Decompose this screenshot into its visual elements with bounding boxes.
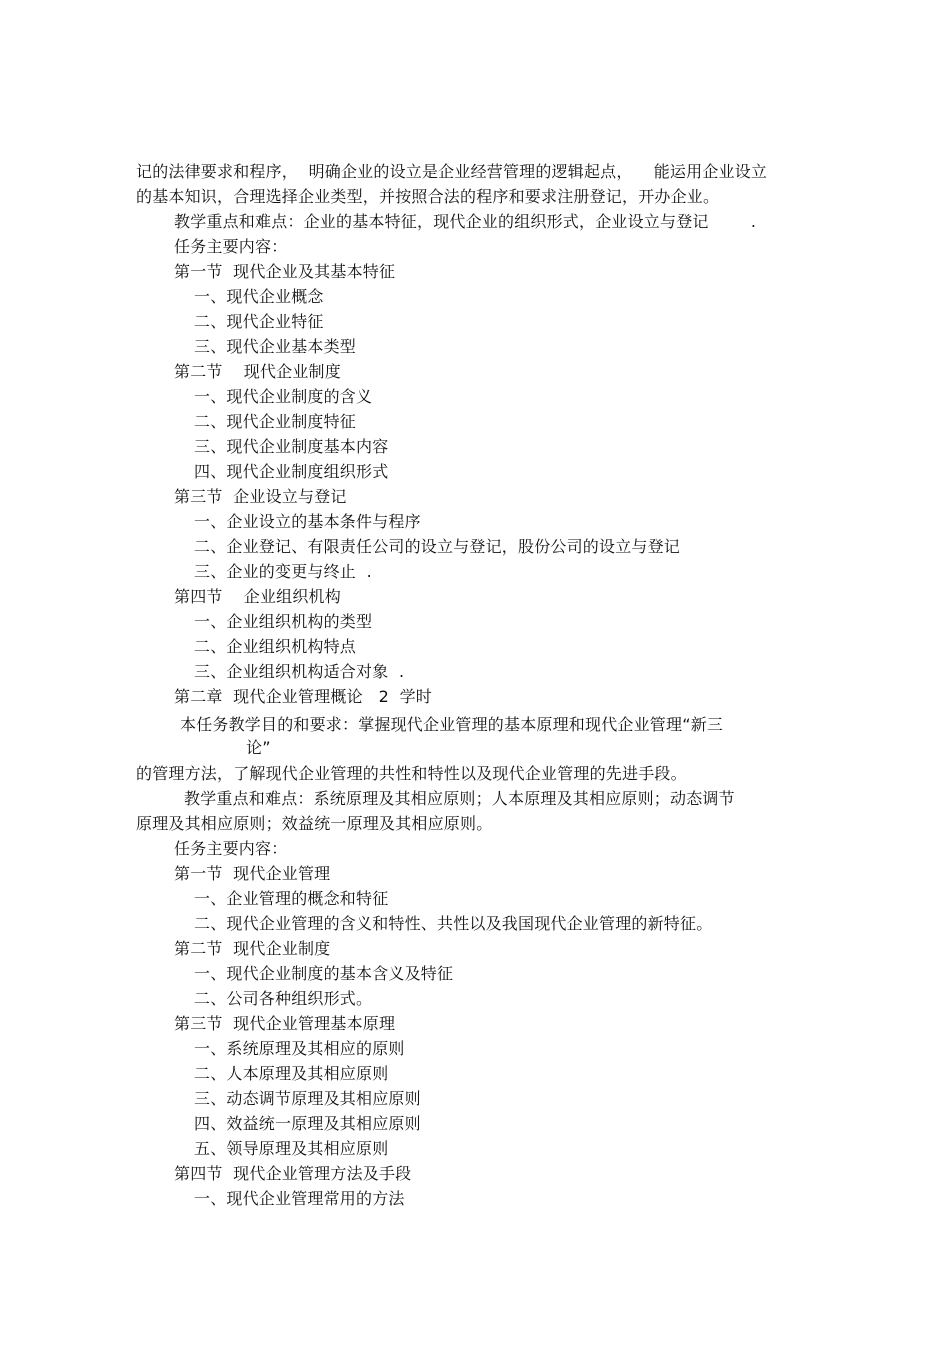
list-item: 二、企业登记、有限责任公司的设立与登记，股份公司的设立与登记 [194, 537, 681, 556]
list-item: 三、动态调节原理及其相应原则 [194, 1089, 421, 1108]
section-heading: 第三节 现代企业管理基本原理 [174, 1014, 396, 1033]
section-heading: 第三节 企业设立与登记 [174, 487, 347, 506]
list-item: 一、系统原理及其相应的原则 [194, 1039, 405, 1058]
chapter-heading: 第二章 现代企业管理概论 2 学时 [174, 687, 432, 706]
text-line: 教学重点和难点：系统原理及其相应原则；人本原理及其相应原则；动态调节 [184, 789, 735, 808]
list-item: 三、现代企业制度基本内容 [194, 437, 389, 456]
text-line: 论” [246, 738, 271, 757]
list-item: 二、现代企业特征 [194, 312, 324, 331]
list-item: 二、现代企业管理的含义和特性、共性以及我国现代企业管理的新特征。 [194, 914, 713, 933]
text-line: 任务主要内容： [174, 237, 288, 256]
text-line: 的管理方法，了解现代企业管理的共性和特性以及现代企业管理的先进手段。 [136, 764, 687, 783]
list-item: 二、人本原理及其相应原则 [194, 1064, 389, 1083]
list-item: 五、领导原理及其相应原则 [194, 1139, 389, 1158]
list-item: 一、现代企业概念 [194, 287, 324, 306]
text-line: 教学重点和难点：企业的基本特征，现代企业的组织形式，企业设立与登记 . [174, 212, 757, 231]
list-item: 三、企业的变更与终止 . [194, 562, 372, 581]
list-item: 一、现代企业管理常用的方法 [194, 1189, 405, 1208]
section-heading: 第二节 现代企业制度 [174, 939, 331, 958]
section-heading: 第一节 现代企业及其基本特征 [174, 262, 396, 281]
list-item: 二、企业组织机构特点 [194, 637, 357, 656]
text-line: 原理及其相应原则；效益统一原理及其相应原则。 [136, 814, 493, 833]
section-heading: 第四节 现代企业管理方法及手段 [174, 1164, 412, 1183]
section-heading: 第二节 现代企业制度 [174, 362, 341, 381]
list-item: 一、现代企业制度的基本含义及特征 [194, 964, 454, 983]
list-item: 一、现代企业制度的含义 [194, 387, 373, 406]
text-line: 的基本知识，合理选择企业类型，并按照合法的程序和要求注册登记，开办企业。 [136, 187, 720, 206]
text-line: 任务主要内容： [174, 839, 288, 858]
list-item: 四、效益统一原理及其相应原则 [194, 1114, 421, 1133]
list-item: 三、企业组织机构适合对象 . [194, 662, 405, 681]
list-item: 二、现代企业制度特征 [194, 412, 357, 431]
list-item: 一、企业设立的基本条件与程序 [194, 512, 421, 531]
section-heading: 第四节 企业组织机构 [174, 587, 341, 606]
list-item: 四、现代企业制度组织形式 [194, 462, 389, 481]
list-item: 一、企业组织机构的类型 [194, 612, 373, 631]
text-line: 记的法律要求和程序， 明确企业的设立是企业经营管理的逻辑起点， 能运用企业设立 [136, 162, 768, 181]
list-item: 二、公司各种组织形式。 [194, 989, 373, 1008]
section-heading: 第一节 现代企业管理 [174, 864, 331, 883]
text-line: 本任务教学目的和要求：掌握现代企业管理的基本原理和现代企业管理“新三 [180, 715, 724, 734]
list-item: 一、企业管理的概念和特征 [194, 889, 389, 908]
list-item: 三、现代企业基本类型 [194, 337, 357, 356]
